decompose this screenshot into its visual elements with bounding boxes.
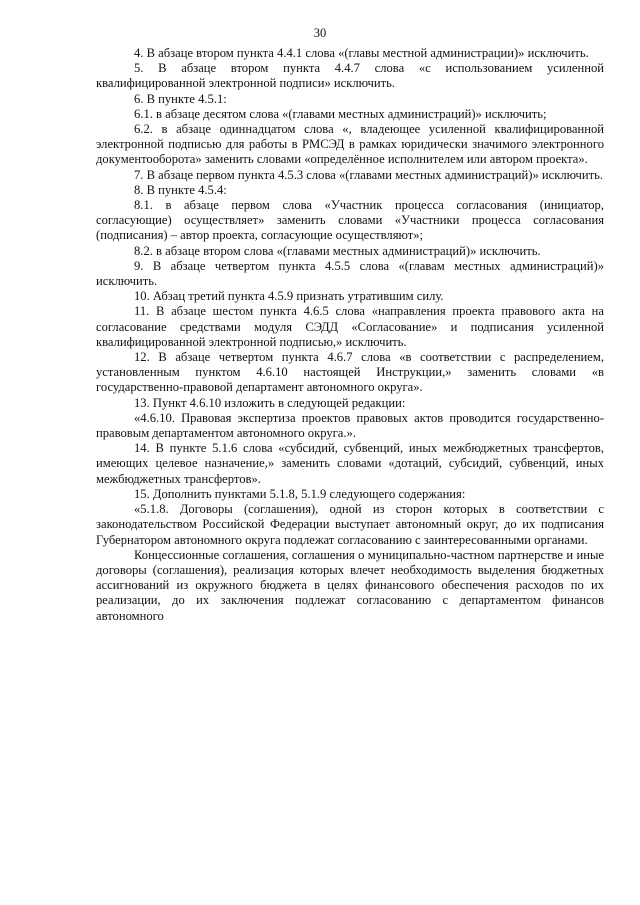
paragraph-6: 6. В пункте 4.5.1: xyxy=(134,91,227,106)
paragraph-10: 10. Абзац третий пункта 4.5.9 признать утратившим силу. xyxy=(134,289,444,304)
paragraph-4: 4. В абзаце втором пункта 4.4.1 слова «(главы местной администрации)» исключить. xyxy=(134,46,589,60)
paragraph-5: 5. В абзаце втором пункта 4.4.7 слова «с использованием усиленной квалифицированной электронной подписи» исключить. xyxy=(96,61,604,91)
paragraph-15: 15. Дополнить пунктами 5.1.8, 5.1.9 следующего содержания: xyxy=(134,486,466,501)
paragraph-concession: Концессионные соглашения, соглашения о муниципально-частном партнерстве и иные договоры (соглашения), реализация которых влечет необходимость выделения бюджетных ассигнований из окружного бюджета в целях финансового обеспечения расходов по их реализации, до их заключения подлежат согласованию с департаментом финансов автономного xyxy=(96,547,604,623)
paragraph-11: 11. В абзаце шестом пункта 4.6.5 слова «направления проекта правового акта на согласование средствами модуля СЭДД «Согласование» и подписания усиленной квалифицированной электронной подписью,» исключить. xyxy=(96,304,604,349)
paragraph-13: 13. Пункт 4.6.10 изложить в следующей редакции: xyxy=(134,395,406,410)
paragraph-8-2: 8.2. в абзаце втором слова «(главами местных администраций)» исключить. xyxy=(134,243,541,258)
paragraph-6-1: 6.1. в абзаце десятом слова «(главами местных администраций)» исключить; xyxy=(134,106,547,121)
page-number: 30 xyxy=(313,26,327,40)
paragraph-7: 7. В абзаце первом пункта 4.5.3 слова «(главами местных администраций)» исключить. xyxy=(134,167,604,182)
document-body xyxy=(96,46,604,624)
paragraph-14: 14. В пункте 5.1.6 слова «субсидий, субвенций, иных межбюджетных трансфертов, имеющих целевое назначение,» заменить словами «дотаций, субсидий, субвенций, иных межбюджетных трансфертов». xyxy=(96,441,604,486)
quote-5-1-8: «5.1.8. Договоры (соглашения), одной из сторон которых в соответствии с законодательством Российской Федерации выступает автономный округ, до их подписания Губернатором автономного округа подлежат согласованию с заинтересованными органами. xyxy=(96,502,604,547)
paragraph-9: 9. В абзаце четвертом пункта 4.5.5 слова «(главам местных администраций)» исключить. xyxy=(96,258,604,289)
quote-4-6-10: «4.6.10. Правовая экспертиза проектов правовых актов проводится государственно-правовым департаментом автономного округа.». xyxy=(96,410,604,441)
paragraph-8-1: 8.1. в абзаце первом слова «Участник процесса согласования (инициатор, согласующие) осуществляет» заменить словами «Участники процесса согласования (подписания) – автор проекта, согласующие осуществляют»; xyxy=(96,198,604,243)
paragraph-6-2: 6.2. в абзаце одиннадцатом слова «, владеющее усиленной квалифицированной электронной подписью для работы в РМСЭД в рамках юридически значимого электронного документооборота» заменить словами «определённое исполнителем или автором проекта». xyxy=(96,122,604,167)
paragraph-8: 8. В пункте 4.5.4: xyxy=(134,182,227,197)
paragraph-12: 12. В абзаце четвертом пункта 4.6.7 слова «в соответствии с распределением, установленным пунктом 4.6.10 настоящей Инструкции,» заменить словами «в государственно-правовой департамент автономного округа». xyxy=(96,350,604,395)
